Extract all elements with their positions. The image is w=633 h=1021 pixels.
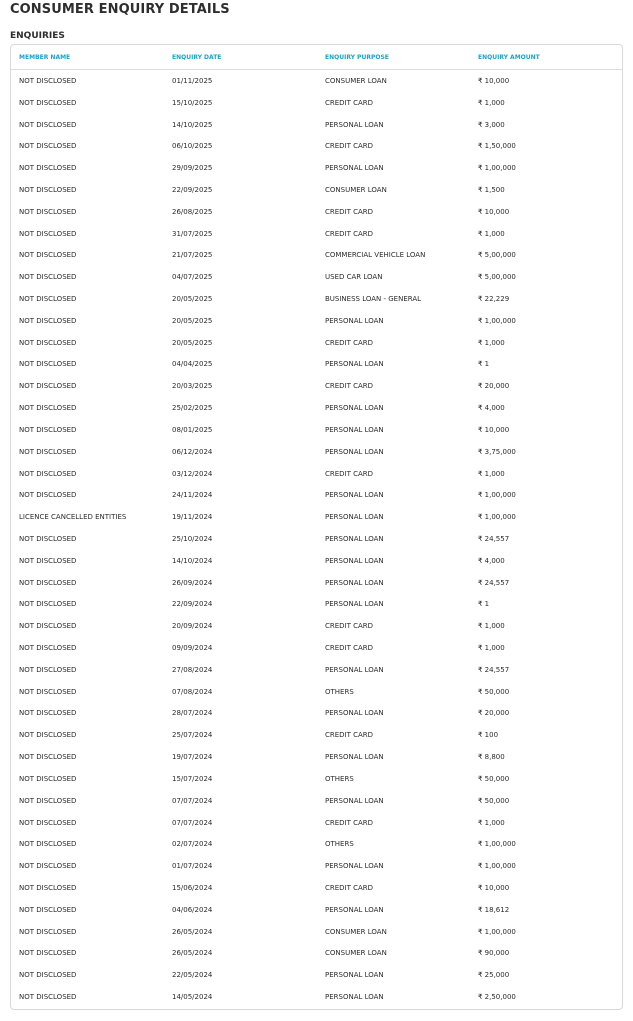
enquiry-purpose-cell: CREDIT CARD bbox=[325, 229, 374, 238]
enquiry-date-cell: 06/10/2025 bbox=[172, 142, 213, 151]
enquiry-date-cell: 25/02/2025 bbox=[172, 404, 213, 413]
enquiry-purpose-cell: CONSUMER LOAN bbox=[325, 927, 387, 936]
table-row bbox=[11, 855, 622, 877]
table-row bbox=[11, 921, 622, 943]
enquiry-purpose-cell: CREDIT CARD bbox=[325, 644, 374, 653]
table-row bbox=[11, 288, 622, 310]
table-row bbox=[11, 135, 622, 157]
enquiry-purpose-cell: PERSONAL LOAN bbox=[325, 534, 384, 543]
enquiry-amount-cell: ₹ 1,000 bbox=[478, 644, 505, 653]
enquiry-amount-cell: ₹ 1,000 bbox=[478, 338, 505, 347]
member-name-cell: NOT DISCLOSED bbox=[19, 862, 77, 871]
table-row bbox=[11, 506, 622, 528]
table-row bbox=[11, 746, 622, 768]
member-name-cell: NOT DISCLOSED bbox=[19, 447, 77, 456]
member-name-cell: NOT DISCLOSED bbox=[19, 295, 77, 304]
column-header-member-name: MEMBER NAME bbox=[11, 45, 164, 70]
member-name-cell: NOT DISCLOSED bbox=[19, 709, 77, 718]
enquiry-purpose-cell: PERSONAL LOAN bbox=[325, 316, 384, 325]
table-row bbox=[11, 964, 622, 986]
enquiry-date-cell: 28/07/2024 bbox=[172, 709, 213, 718]
enquiry-purpose-cell: USED CAR LOAN bbox=[325, 273, 383, 282]
enquiry-purpose-cell: CREDIT CARD bbox=[325, 622, 374, 631]
enquiry-date-cell: 25/07/2024 bbox=[172, 731, 213, 740]
enquiry-amount-cell: ₹ 1 bbox=[478, 360, 490, 369]
enquiry-amount-cell: ₹ 1,50,000 bbox=[478, 142, 516, 151]
enquiry-amount-cell: ₹ 1,500 bbox=[478, 185, 505, 194]
enquiry-date-cell: 04/06/2024 bbox=[172, 905, 213, 914]
enquiry-date-cell: 07/07/2024 bbox=[172, 796, 213, 805]
member-name-cell: NOT DISCLOSED bbox=[19, 600, 77, 609]
member-name-cell: NOT DISCLOSED bbox=[19, 840, 77, 849]
enquiry-date-cell: 20/05/2025 bbox=[172, 316, 213, 325]
enquiry-amount-cell: ₹ 10,000 bbox=[478, 883, 510, 892]
enquiry-purpose-cell: PERSONAL LOAN bbox=[325, 600, 384, 609]
enquiry-amount-cell: ₹ 25,000 bbox=[478, 971, 510, 980]
enquiry-amount-cell: ₹ 3,75,000 bbox=[478, 447, 516, 456]
table-row bbox=[11, 179, 622, 201]
enquiry-date-cell: 03/12/2024 bbox=[172, 469, 213, 478]
enquiry-date-cell: 26/05/2024 bbox=[172, 927, 213, 936]
member-name-cell: NOT DISCLOSED bbox=[19, 120, 77, 129]
enquiry-purpose-cell: PERSONAL LOAN bbox=[325, 360, 384, 369]
enquiry-amount-cell: ₹ 90,000 bbox=[478, 949, 510, 958]
enquiry-purpose-cell: PERSONAL LOAN bbox=[325, 578, 384, 587]
enquiry-date-cell: 25/10/2024 bbox=[172, 534, 213, 543]
enquiry-purpose-cell: CREDIT CARD bbox=[325, 338, 374, 347]
member-name-cell: NOT DISCLOSED bbox=[19, 207, 77, 216]
enquiry-amount-cell: ₹ 100 bbox=[478, 731, 499, 740]
table-row bbox=[11, 812, 622, 834]
enquiry-purpose-cell: PERSONAL LOAN bbox=[325, 491, 384, 500]
enquiry-purpose-cell: COMMERCIAL VEHICLE LOAN bbox=[325, 251, 426, 260]
enquiry-amount-cell: ₹ 1,00,000 bbox=[478, 164, 516, 173]
member-name-cell: NOT DISCLOSED bbox=[19, 927, 77, 936]
enquiry-purpose-cell: CREDIT CARD bbox=[325, 142, 374, 151]
table-row bbox=[11, 637, 622, 659]
enquiry-purpose-cell: PERSONAL LOAN bbox=[325, 425, 384, 434]
enquiry-date-cell: 04/04/2025 bbox=[172, 360, 213, 369]
member-name-cell: NOT DISCLOSED bbox=[19, 425, 77, 434]
member-name-cell: NOT DISCLOSED bbox=[19, 578, 77, 587]
table-row bbox=[11, 877, 622, 899]
member-name-cell: NOT DISCLOSED bbox=[19, 818, 77, 827]
table-row bbox=[11, 790, 622, 812]
enquiry-purpose-cell: PERSONAL LOAN bbox=[325, 796, 384, 805]
enquiry-amount-cell: ₹ 20,000 bbox=[478, 709, 510, 718]
table-row bbox=[11, 528, 622, 550]
member-name-cell: NOT DISCLOSED bbox=[19, 142, 77, 151]
enquiry-purpose-cell: PERSONAL LOAN bbox=[325, 164, 384, 173]
enquiry-date-cell: 07/07/2024 bbox=[172, 818, 213, 827]
enquiry-date-cell: 01/11/2025 bbox=[172, 76, 213, 85]
enquiry-purpose-cell: CONSUMER LOAN bbox=[325, 76, 387, 85]
column-header-enquiry-date: ENQUIRY DATE bbox=[164, 45, 317, 70]
member-name-cell: NOT DISCLOSED bbox=[19, 883, 77, 892]
enquiry-amount-cell: ₹ 8,800 bbox=[478, 753, 505, 762]
enquiry-amount-cell: ₹ 1,00,000 bbox=[478, 927, 516, 936]
enquiry-purpose-cell: CONSUMER LOAN bbox=[325, 185, 387, 194]
table-row bbox=[11, 594, 622, 616]
section-title: ENQUIRIES bbox=[10, 31, 65, 41]
table-row bbox=[11, 833, 622, 855]
enquiries-table bbox=[11, 45, 622, 1008]
enquiry-date-cell: 15/10/2025 bbox=[172, 98, 213, 107]
enquiry-amount-cell: ₹ 1,000 bbox=[478, 229, 505, 238]
enquiry-date-cell: 20/03/2025 bbox=[172, 382, 213, 391]
enquiry-date-cell: 04/07/2025 bbox=[172, 273, 213, 282]
member-name-cell: NOT DISCLOSED bbox=[19, 905, 77, 914]
enquiry-purpose-cell: PERSONAL LOAN bbox=[325, 753, 384, 762]
enquiry-date-cell: 19/07/2024 bbox=[172, 753, 213, 762]
enquiry-amount-cell: ₹ 1,000 bbox=[478, 469, 505, 478]
member-name-cell: NOT DISCLOSED bbox=[19, 796, 77, 805]
member-name-cell: NOT DISCLOSED bbox=[19, 993, 77, 1002]
table-row bbox=[11, 375, 622, 397]
enquiry-amount-cell: ₹ 18,612 bbox=[478, 905, 510, 914]
member-name-cell: NOT DISCLOSED bbox=[19, 491, 77, 500]
enquiry-purpose-cell: PERSONAL LOAN bbox=[325, 971, 384, 980]
table-row bbox=[11, 550, 622, 572]
member-name-cell: NOT DISCLOSED bbox=[19, 753, 77, 762]
enquiry-date-cell: 06/12/2024 bbox=[172, 447, 213, 456]
enquiry-amount-cell: ₹ 1,000 bbox=[478, 98, 505, 107]
member-name-cell: NOT DISCLOSED bbox=[19, 360, 77, 369]
member-name-cell: NOT DISCLOSED bbox=[19, 229, 77, 238]
enquiry-purpose-cell: PERSONAL LOAN bbox=[325, 665, 384, 674]
table-row bbox=[11, 114, 622, 136]
enquiry-date-cell: 26/08/2025 bbox=[172, 207, 213, 216]
member-name-cell: NOT DISCLOSED bbox=[19, 338, 77, 347]
enquiry-purpose-cell: PERSONAL LOAN bbox=[325, 556, 384, 565]
enquiry-amount-cell: ₹ 24,557 bbox=[478, 578, 510, 587]
enquiry-date-cell: 20/05/2025 bbox=[172, 338, 213, 347]
table-row bbox=[11, 332, 622, 354]
enquiry-amount-cell: ₹ 50,000 bbox=[478, 796, 510, 805]
enquiry-date-cell: 08/01/2025 bbox=[172, 425, 213, 434]
enquiry-date-cell: 26/05/2024 bbox=[172, 949, 213, 958]
enquiry-purpose-cell: PERSONAL LOAN bbox=[325, 862, 384, 871]
table-row bbox=[11, 266, 622, 288]
member-name-cell: NOT DISCLOSED bbox=[19, 644, 77, 653]
enquiry-purpose-cell: BUSINESS LOAN - GENERAL bbox=[325, 295, 422, 304]
table-row bbox=[11, 724, 622, 746]
enquiry-purpose-cell: CREDIT CARD bbox=[325, 98, 374, 107]
enquiry-date-cell: 01/07/2024 bbox=[172, 862, 213, 871]
enquiry-date-cell: 31/07/2025 bbox=[172, 229, 213, 238]
member-name-cell: NOT DISCLOSED bbox=[19, 98, 77, 107]
enquiry-purpose-cell: CREDIT CARD bbox=[325, 818, 374, 827]
enquiry-purpose-cell: OTHERS bbox=[325, 840, 354, 849]
enquiry-amount-cell: ₹ 1,00,000 bbox=[478, 862, 516, 871]
enquiry-purpose-cell: OTHERS bbox=[325, 687, 354, 696]
table-row bbox=[11, 245, 622, 267]
member-name-cell: NOT DISCLOSED bbox=[19, 185, 77, 194]
enquiry-amount-cell: ₹ 1,00,000 bbox=[478, 316, 516, 325]
table-row bbox=[11, 70, 622, 92]
enquiry-purpose-cell: PERSONAL LOAN bbox=[325, 404, 384, 413]
enquiry-purpose-cell: PERSONAL LOAN bbox=[325, 709, 384, 718]
table-row bbox=[11, 703, 622, 725]
member-name-cell: NOT DISCLOSED bbox=[19, 316, 77, 325]
enquiry-amount-cell: ₹ 22,229 bbox=[478, 295, 510, 304]
enquiry-amount-cell: ₹ 50,000 bbox=[478, 774, 510, 783]
enquiry-date-cell: 29/09/2025 bbox=[172, 164, 213, 173]
member-name-cell: NOT DISCLOSED bbox=[19, 774, 77, 783]
enquiry-date-cell: 14/10/2024 bbox=[172, 556, 213, 565]
table-row bbox=[11, 463, 622, 485]
member-name-cell: NOT DISCLOSED bbox=[19, 665, 77, 674]
enquiry-amount-cell: ₹ 10,000 bbox=[478, 425, 510, 434]
table-body bbox=[11, 70, 622, 1008]
member-name-cell: NOT DISCLOSED bbox=[19, 556, 77, 565]
table-header-row bbox=[11, 45, 622, 70]
enquiry-amount-cell: ₹ 1,000 bbox=[478, 622, 505, 631]
enquiry-amount-cell: ₹ 1 bbox=[478, 600, 490, 609]
enquiry-date-cell: 19/11/2024 bbox=[172, 513, 213, 522]
table-row bbox=[11, 681, 622, 703]
enquiry-amount-cell: ₹ 24,557 bbox=[478, 534, 510, 543]
column-header-enquiry-purpose: ENQUIRY PURPOSE bbox=[317, 45, 470, 70]
member-name-cell: NOT DISCLOSED bbox=[19, 731, 77, 740]
table-row bbox=[11, 943, 622, 965]
table-row bbox=[11, 659, 622, 681]
table-row bbox=[11, 986, 622, 1008]
enquiry-amount-cell: ₹ 1,00,000 bbox=[478, 840, 516, 849]
enquiry-amount-cell: ₹ 3,000 bbox=[478, 120, 505, 129]
enquiry-amount-cell: ₹ 4,000 bbox=[478, 404, 505, 413]
enquiry-purpose-cell: PERSONAL LOAN bbox=[325, 993, 384, 1002]
table-row bbox=[11, 354, 622, 376]
enquiry-date-cell: 24/11/2024 bbox=[172, 491, 213, 500]
enquiry-date-cell: 22/09/2024 bbox=[172, 600, 213, 609]
enquiry-amount-cell: ₹ 10,000 bbox=[478, 207, 510, 216]
table-row bbox=[11, 157, 622, 179]
enquiry-purpose-cell: CREDIT CARD bbox=[325, 469, 374, 478]
member-name-cell: NOT DISCLOSED bbox=[19, 164, 77, 173]
enquiry-amount-cell: ₹ 24,557 bbox=[478, 665, 510, 674]
member-name-cell: NOT DISCLOSED bbox=[19, 687, 77, 696]
enquiry-date-cell: 20/05/2025 bbox=[172, 295, 213, 304]
column-header-enquiry-amount: ENQUIRY AMOUNT bbox=[470, 45, 622, 70]
enquiry-purpose-cell: PERSONAL LOAN bbox=[325, 905, 384, 914]
member-name-cell: NOT DISCLOSED bbox=[19, 469, 77, 478]
enquiry-amount-cell: ₹ 1,00,000 bbox=[478, 491, 516, 500]
table-row bbox=[11, 419, 622, 441]
enquiry-date-cell: 14/10/2025 bbox=[172, 120, 213, 129]
member-name-cell: LICENCE CANCELLED ENTITIES bbox=[19, 513, 127, 522]
enquiry-purpose-cell: CREDIT CARD bbox=[325, 883, 374, 892]
enquiry-date-cell: 07/08/2024 bbox=[172, 687, 213, 696]
table-row bbox=[11, 397, 622, 419]
enquiry-amount-cell: ₹ 20,000 bbox=[478, 382, 510, 391]
enquiry-amount-cell: ₹ 10,000 bbox=[478, 76, 510, 85]
enquiry-amount-cell: ₹ 2,50,000 bbox=[478, 993, 516, 1002]
enquiry-purpose-cell: PERSONAL LOAN bbox=[325, 447, 384, 456]
member-name-cell: NOT DISCLOSED bbox=[19, 534, 77, 543]
table-row bbox=[11, 768, 622, 790]
member-name-cell: NOT DISCLOSED bbox=[19, 382, 77, 391]
enquiries-table-card bbox=[10, 44, 623, 1010]
enquiry-date-cell: 21/07/2025 bbox=[172, 251, 213, 260]
enquiry-date-cell: 22/09/2025 bbox=[172, 185, 213, 194]
enquiry-purpose-cell: CREDIT CARD bbox=[325, 382, 374, 391]
enquiry-date-cell: 27/08/2024 bbox=[172, 665, 213, 674]
enquiry-date-cell: 22/05/2024 bbox=[172, 971, 213, 980]
enquiry-amount-cell: ₹ 4,000 bbox=[478, 556, 505, 565]
enquiry-amount-cell: ₹ 50,000 bbox=[478, 687, 510, 696]
member-name-cell: NOT DISCLOSED bbox=[19, 251, 77, 260]
page-title: CONSUMER ENQUIRY DETAILS bbox=[10, 2, 230, 17]
member-name-cell: NOT DISCLOSED bbox=[19, 273, 77, 282]
enquiry-date-cell: 20/09/2024 bbox=[172, 622, 213, 631]
table-row bbox=[11, 223, 622, 245]
table-row bbox=[11, 899, 622, 921]
table-row bbox=[11, 441, 622, 463]
enquiry-amount-cell: ₹ 5,00,000 bbox=[478, 273, 516, 282]
enquiry-amount-cell: ₹ 5,00,000 bbox=[478, 251, 516, 260]
enquiry-date-cell: 15/07/2024 bbox=[172, 774, 213, 783]
table-row bbox=[11, 484, 622, 506]
table-row bbox=[11, 310, 622, 332]
member-name-cell: NOT DISCLOSED bbox=[19, 404, 77, 413]
enquiry-amount-cell: ₹ 1,000 bbox=[478, 818, 505, 827]
enquiry-date-cell: 14/05/2024 bbox=[172, 993, 213, 1002]
member-name-cell: NOT DISCLOSED bbox=[19, 622, 77, 631]
member-name-cell: NOT DISCLOSED bbox=[19, 76, 77, 85]
member-name-cell: NOT DISCLOSED bbox=[19, 949, 77, 958]
enquiry-purpose-cell: CONSUMER LOAN bbox=[325, 949, 387, 958]
enquiry-purpose-cell: CREDIT CARD bbox=[325, 207, 374, 216]
enquiry-date-cell: 02/07/2024 bbox=[172, 840, 213, 849]
enquiry-date-cell: 26/09/2024 bbox=[172, 578, 213, 587]
table-row bbox=[11, 201, 622, 223]
enquiry-purpose-cell: PERSONAL LOAN bbox=[325, 120, 384, 129]
enquiry-purpose-cell: PERSONAL LOAN bbox=[325, 513, 384, 522]
enquiry-date-cell: 09/09/2024 bbox=[172, 644, 213, 653]
table-row bbox=[11, 92, 622, 114]
enquiry-purpose-cell: OTHERS bbox=[325, 774, 354, 783]
table-row bbox=[11, 572, 622, 594]
enquiry-date-cell: 15/06/2024 bbox=[172, 883, 213, 892]
enquiry-purpose-cell: CREDIT CARD bbox=[325, 731, 374, 740]
enquiry-amount-cell: ₹ 1,00,000 bbox=[478, 513, 516, 522]
table-row bbox=[11, 615, 622, 637]
member-name-cell: NOT DISCLOSED bbox=[19, 971, 77, 980]
